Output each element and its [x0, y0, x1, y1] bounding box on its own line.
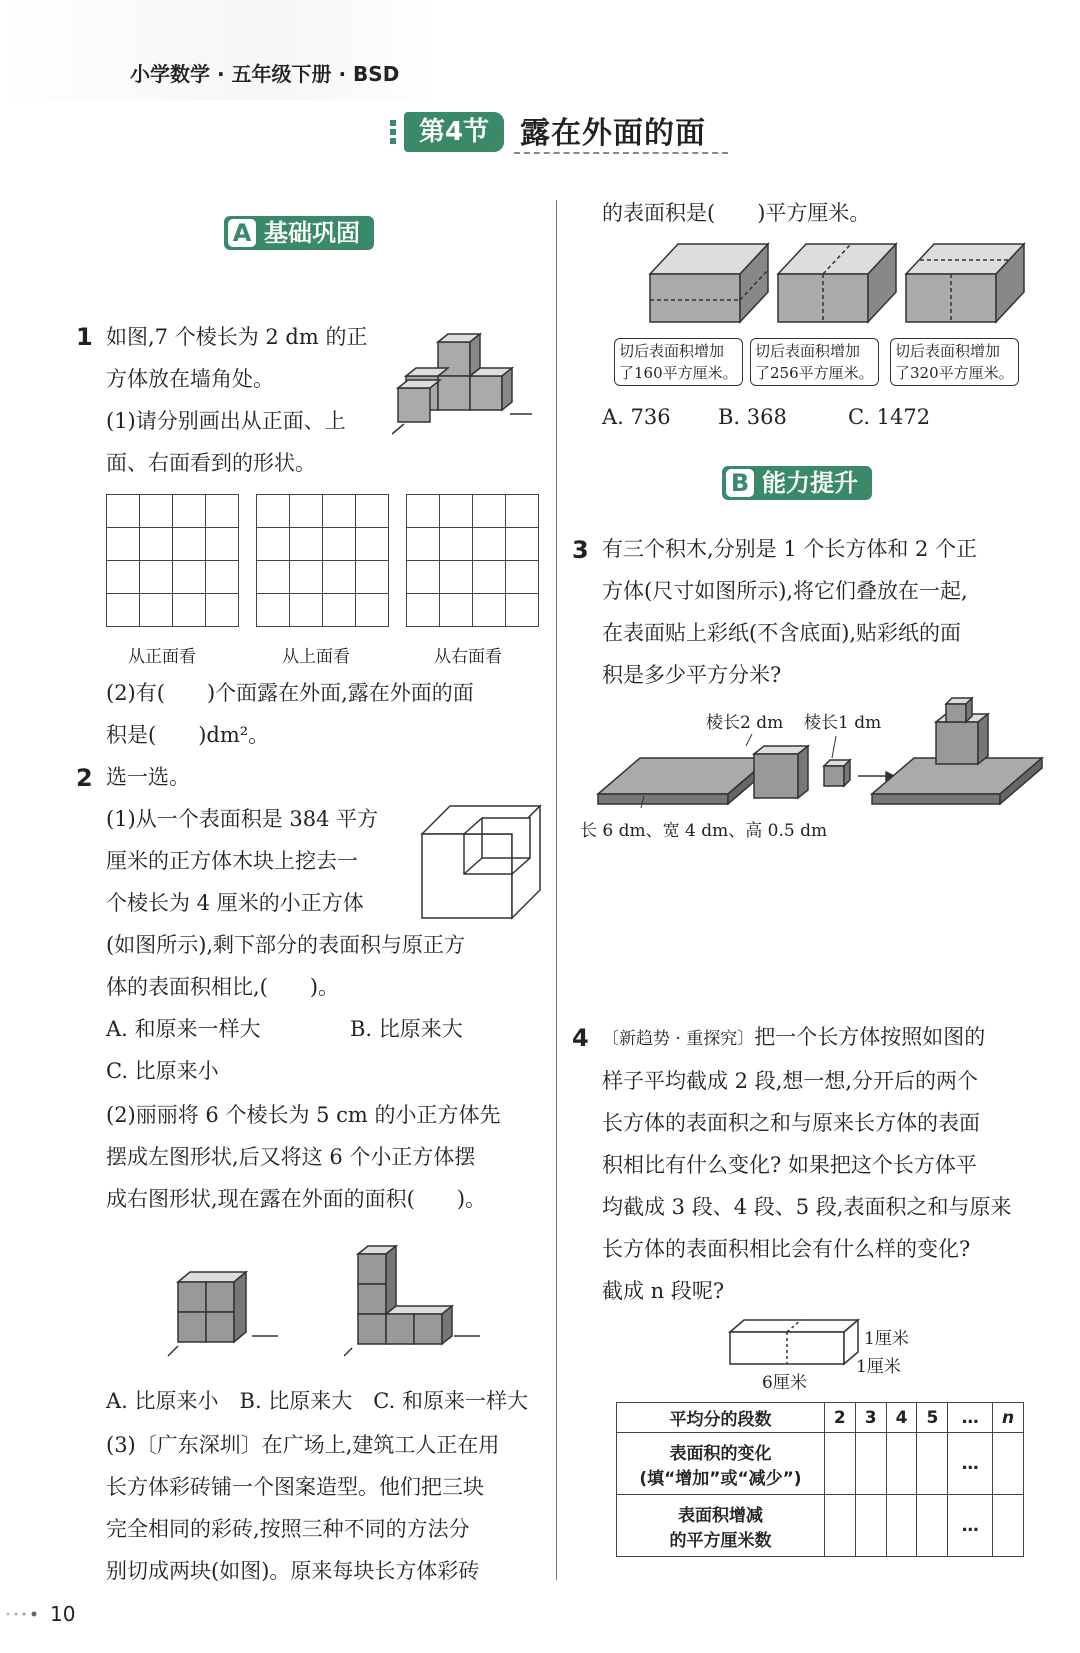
table-cell: 平均分的段数 [617, 1403, 825, 1433]
part-b-letter: B [726, 469, 754, 497]
q1-line: (1)请分别画出从正面、上 [106, 409, 346, 433]
blocks-figure [596, 696, 1044, 808]
table-cell: … [948, 1433, 993, 1495]
dim-length: 6厘米 [762, 1373, 807, 1393]
q2-p1-line: 厘米的正方体木块上挖去一 [106, 849, 358, 873]
answer-cell[interactable] [824, 1433, 855, 1495]
table-cell: 4 [886, 1403, 917, 1433]
dim-height: 1厘米 [864, 1329, 909, 1349]
part-b-title: 能力提升 [762, 469, 858, 497]
q2-p1 [106, 798, 465, 1008]
label-cube-2dm: 棱长2 dm [706, 713, 784, 733]
q2-p1-option-c[interactable]: C. 比原来小 [106, 1059, 219, 1083]
part-b-badge [722, 466, 872, 500]
page-dots-icon [4, 1610, 44, 1618]
answer-cell[interactable] [886, 1433, 917, 1495]
q4-number: 4 [572, 1024, 589, 1052]
q2-p2-line: 成右图形状,现在露在外面的面积( )。 [106, 1187, 487, 1211]
grid-right[interactable] [406, 494, 539, 627]
table-cell: 3 [855, 1403, 886, 1433]
q3-number: 3 [572, 536, 589, 564]
cubes-left-figure [166, 1248, 280, 1358]
table-cell: 2 [824, 1403, 855, 1433]
cubes-right-figure [344, 1244, 484, 1358]
label-cube-1dm: 棱长1 dm [804, 713, 882, 733]
table-row [617, 1403, 1024, 1433]
table-cell: 5 [917, 1403, 948, 1433]
q1-text [106, 316, 367, 484]
q2-p1-line: (1)从一个表面积是 384 平方 [106, 807, 379, 831]
caption-front: 从正面看 [128, 647, 196, 667]
q3-text [602, 528, 977, 696]
answer-cell[interactable] [855, 1433, 886, 1495]
table-cell: 表面积增减 的平方厘米数 [617, 1495, 825, 1557]
part-a-letter: A [228, 219, 256, 247]
q1-line: 面、右面看到的形状。 [106, 451, 316, 475]
table-cell: … [948, 1403, 993, 1433]
q1-part2-line: 积是( )dm²。 [106, 723, 270, 747]
q2-p1-option-b[interactable]: B. 比原来大 [350, 1017, 463, 1041]
q4-line: 长方体的表面积相比会有什么样的变化? [602, 1237, 971, 1261]
dim-width: 1厘米 [856, 1357, 901, 1377]
q2-number: 2 [76, 764, 93, 792]
q4-table [616, 1402, 1024, 1557]
q1-line: 方体放在墙角处。 [106, 367, 274, 391]
q2-p2-options[interactable]: A. 比原来小 B. 比原来大 C. 和原来一样大 [106, 1389, 528, 1413]
part-a-title: 基础巩固 [264, 219, 360, 247]
q2-intro: 选一选。 [106, 765, 190, 789]
q2-p3-option-a[interactable]: A. 736 [602, 405, 671, 429]
q2-p2-line: 摆成左图形状,后又将这 6 个小正方体摆 [106, 1145, 476, 1169]
table-cell: n [993, 1403, 1024, 1433]
q2-p3-line: 完全相同的彩砖,按照三种不同的方法分 [106, 1517, 470, 1541]
q4-line: 均截成 3 段、4 段、5 段,表面积之和与原来 [602, 1195, 1012, 1219]
q1-line: 如图,7 个棱长为 2 dm 的正 [106, 325, 368, 349]
answer-cell[interactable] [917, 1495, 948, 1557]
q2-p3 [106, 1424, 499, 1592]
q2-p1-option-a[interactable]: A. 和原来一样大 [106, 1017, 261, 1041]
q2-p3-line: 别切成两块(如图)。原来每块长方体彩砖 [106, 1559, 480, 1583]
section-title: 露在外面的面 [520, 116, 706, 151]
page-number: 10 [50, 1602, 76, 1626]
q2-p3-continuation: 的表面积是( )平方厘米。 [602, 201, 871, 225]
caption-right: 从右面看 [434, 647, 502, 667]
q4-line: 截成 n 段呢? [602, 1279, 725, 1303]
q1-cubes-figure [392, 330, 542, 436]
q1-part2 [106, 672, 474, 756]
part-a-badge [224, 216, 374, 250]
answer-cell[interactable] [824, 1495, 855, 1557]
answer-cell[interactable] [917, 1433, 948, 1495]
q2-p3-line: 长方体彩砖铺一个图案造型。他们把三块 [106, 1475, 484, 1499]
label-board: 长 6 dm、宽 4 dm、高 0.5 dm [580, 821, 828, 841]
cut-label-3: 切后表面积增加 了320平方厘米。 [890, 338, 1019, 386]
q4-tag: 〔新趋势 · 重探究〕 [602, 1029, 755, 1049]
q4-line: 长方体的表面积之和与原来长方体的表面 [602, 1111, 980, 1135]
book-header: 小学数学 · 五年级下册 · BSD [130, 62, 400, 86]
q2-p3-option-b[interactable]: B. 368 [718, 405, 787, 429]
grid-front[interactable] [106, 494, 239, 627]
section-number: 第4节 [404, 112, 504, 152]
table-row [617, 1433, 1024, 1495]
caption-top: 从上面看 [282, 647, 350, 667]
q3-line: 在表面贴上彩纸(不含底面),贴彩纸的面 [602, 621, 962, 645]
q1-number: 1 [76, 323, 93, 351]
table-cell: … [948, 1495, 993, 1557]
q3-line: 有三个积木,分别是 1 个长方体和 2 个正 [602, 537, 978, 561]
cut-label-2: 切后表面积增加 了256平方厘米。 [750, 338, 879, 386]
q4-text [602, 1016, 1011, 1312]
q2-p3-line: (3)〔广东深圳〕在广场上,建筑工人正在用 [106, 1433, 500, 1457]
q2-p2 [106, 1094, 501, 1220]
q2-p2-line: (2)丽丽将 6 个棱长为 5 cm 的小正方体先 [106, 1103, 501, 1127]
answer-cell[interactable] [993, 1433, 1024, 1495]
table-cell: 表面积的变化 (填“增加”或“减少”) [617, 1433, 825, 1495]
cuboid-figure [728, 1318, 860, 1368]
q4-line: 积相比有什么变化? 如果把这个长方体平 [602, 1153, 977, 1177]
column-divider [556, 200, 557, 1580]
answer-cell[interactable] [855, 1495, 886, 1557]
q2-p3-option-c[interactable]: C. 1472 [848, 405, 931, 429]
cut-label-1: 切后表面积增加 了160平方厘米。 [614, 338, 743, 386]
section-underline [514, 152, 728, 154]
q2-p1-line: (如图所示),剩下部分的表面积与原正方 [106, 933, 466, 957]
hollow-cube-figure [420, 804, 542, 920]
q3-line: 方体(尺寸如图所示),将它们叠放在一起, [602, 579, 968, 603]
q3-line: 积是多少平方分米? [602, 663, 782, 687]
grid-top[interactable] [256, 494, 389, 627]
q4-line-1: 〔新趋势 · 重探究〕把一个长方体按照如图的 [602, 1025, 986, 1049]
q4-line: 样子平均截成 2 段,想一想,分开后的两个 [602, 1069, 979, 1093]
three-bricks-figure [648, 242, 1028, 324]
answer-cell[interactable] [993, 1495, 1024, 1557]
q2-p1-line: 个棱长为 4 厘米的小正方体 [106, 891, 364, 915]
answer-cell[interactable] [886, 1495, 917, 1557]
table-row [617, 1495, 1024, 1557]
section-dots-icon [388, 118, 400, 146]
q2-p1-line: 体的表面积相比,( )。 [106, 975, 340, 999]
q1-part2-line: (2)有( )个面露在外面,露在外面的面 [106, 681, 474, 705]
